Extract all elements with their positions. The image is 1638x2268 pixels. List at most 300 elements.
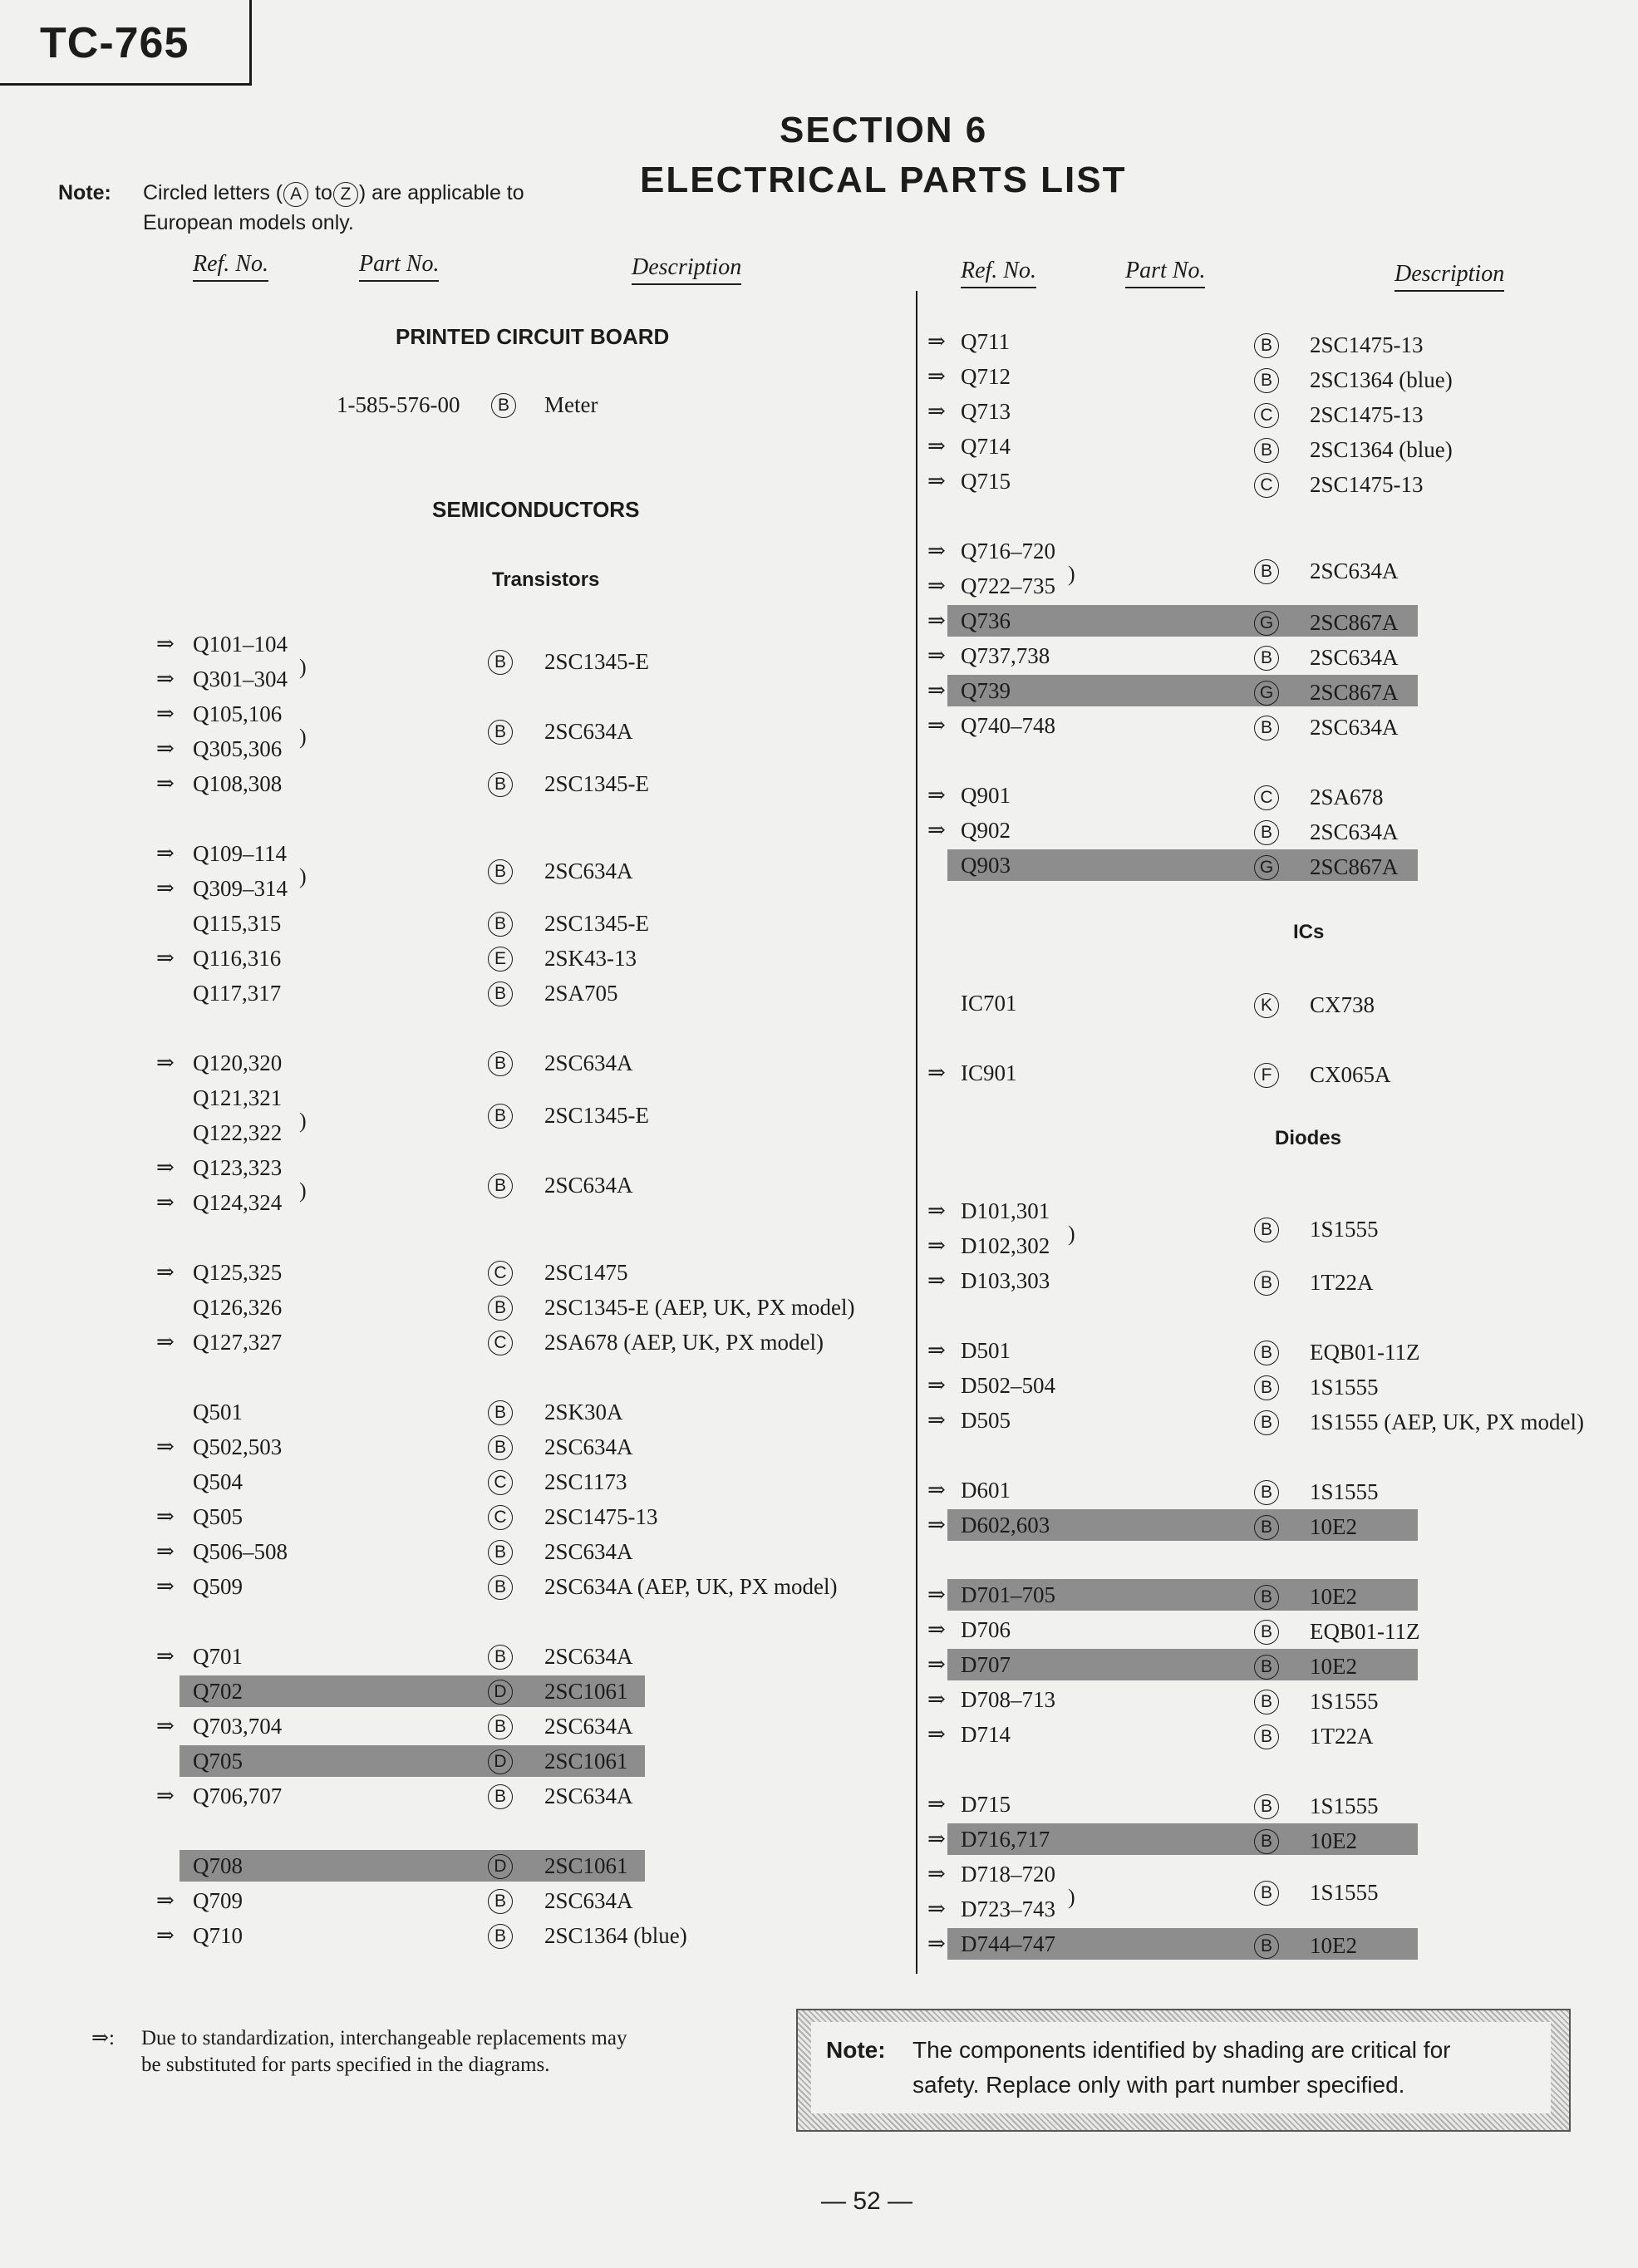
code-letter: B <box>488 859 513 884</box>
code-letter: B <box>488 1784 513 1809</box>
ref-number: D708–713 <box>961 1687 1055 1712</box>
part-description: CX738 <box>1310 992 1375 1017</box>
arrow-icon: ⇒ <box>927 1617 946 1641</box>
ref-number: Q301–304 <box>193 667 288 691</box>
arrow-icon: ⇒ <box>156 1190 175 1214</box>
arrow-icon: ⇒ <box>927 783 946 807</box>
arrow-icon: ⇒ <box>927 643 946 667</box>
code-circle <box>485 857 515 885</box>
safety-note-line1: The components identified by shading are critical for <box>912 2037 1451 2063</box>
ref-number: D601 <box>961 1478 1011 1503</box>
code-circle <box>485 1101 515 1129</box>
code-circle <box>1252 1268 1281 1296</box>
model-label: TC-765 <box>40 19 189 67</box>
brace-icon: ) <box>1068 1222 1075 1246</box>
arrow-icon: ⇒ <box>156 1574 175 1598</box>
code-letter: B <box>488 981 513 1006</box>
ref-number: D718–720 <box>961 1862 1055 1887</box>
ref-number: D505 <box>961 1408 1011 1433</box>
code-letter: K <box>1254 993 1279 1018</box>
part-description: 1S1555 (AEP, UK, PX model) <box>1310 1410 1585 1434</box>
part-description: 1S1555 <box>1310 1793 1379 1818</box>
arrow-icon: ⇒ <box>156 1644 175 1668</box>
arrow-icon: ⇒ <box>156 771 175 795</box>
part-description: 10E2 <box>1310 1828 1357 1853</box>
code-letter: B <box>488 1435 513 1460</box>
safety-note-label: Note: <box>826 2037 886 2063</box>
code-letter: B <box>1254 1829 1279 1854</box>
code-letter: B <box>488 1400 513 1425</box>
arrow-icon: ⇒ <box>156 1260 175 1284</box>
part-description: EQB01-11Z <box>1310 1340 1420 1365</box>
arrow-icon: ⇒ <box>927 364 946 388</box>
arrow-icon: ⇒ <box>156 1155 175 1179</box>
part-description: 2SC634A <box>544 1050 633 1075</box>
arrow-icon: ⇒ <box>927 329 946 353</box>
ref-number: Q505 <box>193 1504 243 1529</box>
ref-number: Q509 <box>193 1574 243 1599</box>
ref-number: Q739 <box>961 678 1011 703</box>
part-description: 2SC1364 (blue) <box>544 1923 687 1948</box>
safety-note-line2: safety. Replace only with part number specified. <box>912 2072 1405 2098</box>
subsection-transistors: Transistors <box>492 568 600 591</box>
code-circle <box>485 1503 515 1531</box>
arrow-icon: ⇒ <box>156 1050 175 1075</box>
top-note-line1 <box>143 178 524 208</box>
code-circle <box>1252 1060 1281 1089</box>
footnote-symbol: ⇒: <box>91 2027 115 2049</box>
code-circle <box>1252 1338 1281 1366</box>
code-circle <box>1252 470 1281 499</box>
ref-number: D714 <box>961 1722 1011 1747</box>
code-circle <box>1252 608 1281 637</box>
code-circle <box>1252 853 1281 881</box>
arrow-icon: ⇒ <box>927 1687 946 1711</box>
ref-number: D716,717 <box>961 1827 1050 1852</box>
part-description: 2SC1061 <box>544 1679 628 1704</box>
top-note-suffix: ) are applicable to <box>358 181 524 204</box>
part-description: 2SC634A <box>1310 819 1399 844</box>
arrow-icon: ⇒ <box>156 632 175 656</box>
ref-number: Q708 <box>193 1853 243 1878</box>
code-letter: C <box>1254 403 1279 428</box>
code-circle <box>485 1677 515 1705</box>
ref-number: Q901 <box>961 783 1011 808</box>
brace-icon: ) <box>299 725 307 749</box>
arrow-icon: ⇒ <box>927 1478 946 1502</box>
code-letter: B <box>488 1645 513 1670</box>
ref-number: Q502,503 <box>193 1434 283 1459</box>
ref-number: Q702 <box>193 1679 243 1704</box>
code-circle <box>1252 1792 1281 1820</box>
pcb-code-circle <box>489 391 519 419</box>
arrow-icon: ⇒ <box>156 667 175 691</box>
code-letter: B <box>1254 820 1279 845</box>
code-letter: B <box>1254 1724 1279 1749</box>
code-circle <box>485 1398 515 1426</box>
ref-number: Q127,327 <box>193 1330 283 1355</box>
code-circle <box>485 1328 515 1356</box>
footnote-line2: be substituted for parts specified in the diagrams. <box>141 2054 550 2076</box>
ref-number: Q123,323 <box>193 1155 283 1180</box>
section-pcb: PRINTED CIRCUIT BOARD <box>396 324 670 349</box>
code-circle <box>485 1852 515 1880</box>
code-letter: B <box>1254 1341 1279 1365</box>
header-ref-right: Ref. No. <box>961 258 1036 288</box>
part-description: 2SC634A <box>544 1539 633 1564</box>
code-circle <box>485 1712 515 1740</box>
ref-number: Q701 <box>193 1644 243 1669</box>
code-letter: G <box>1254 855 1279 880</box>
code-letter: B <box>488 650 513 675</box>
part-description: 2SC1345-E <box>544 911 650 936</box>
arrow-icon: ⇒ <box>927 1582 946 1606</box>
part-description: 10E2 <box>1310 1654 1357 1679</box>
part-description: 2SC1475-13 <box>544 1504 658 1529</box>
code-circle <box>1252 1478 1281 1506</box>
code-circle <box>485 1747 515 1775</box>
code-letter: B <box>1254 438 1279 463</box>
code-circle <box>1252 331 1281 359</box>
arrow-icon: ⇒ <box>156 876 175 900</box>
header-ref-left: Ref. No. <box>193 251 268 282</box>
code-circle <box>485 1433 515 1461</box>
code-circle <box>1252 1215 1281 1243</box>
code-circle <box>1252 991 1281 1019</box>
ref-number: Q713 <box>961 399 1011 424</box>
part-description: 2SC867A <box>1310 854 1399 879</box>
code-circle <box>1252 1722 1281 1750</box>
arrow-icon: ⇒ <box>156 701 175 726</box>
code-letter: B <box>1254 1271 1279 1296</box>
footnote-line1: Due to standardization, interchangeable replacements may <box>141 2027 627 2049</box>
ref-number: Q705 <box>193 1749 243 1774</box>
arrow-icon: ⇒ <box>927 1060 946 1085</box>
arrow-icon: ⇒ <box>156 1539 175 1563</box>
arrow-icon: ⇒ <box>927 539 946 563</box>
code-circle <box>1252 557 1281 585</box>
ref-number: Q501 <box>193 1400 243 1424</box>
header-part-right: Part No. <box>1125 258 1205 288</box>
code-circle <box>1252 783 1281 811</box>
arrow-icon: ⇒ <box>927 1827 946 1851</box>
brace-icon: ) <box>1068 562 1075 586</box>
ref-number: Q120,320 <box>193 1050 283 1075</box>
ref-number: Q737,738 <box>961 643 1050 668</box>
part-description: 2SC1475-13 <box>1310 402 1424 427</box>
part-description: 2SC634A <box>1310 645 1399 670</box>
code-circle <box>485 647 515 676</box>
part-description: 2SC634A <box>544 858 633 883</box>
pcb-part-number: 1-585-576-00 <box>337 392 460 417</box>
code-circle <box>485 1782 515 1810</box>
code-circle <box>1252 1931 1281 1960</box>
ref-number: Q305,306 <box>193 736 283 761</box>
code-letter: B <box>1254 646 1279 671</box>
code-letter: B <box>1254 1375 1279 1400</box>
code-circle <box>1252 1582 1281 1611</box>
part-description: CX065A <box>1310 1062 1391 1087</box>
brace-icon: ) <box>1068 1885 1075 1909</box>
ref-number: Q105,106 <box>193 701 283 726</box>
part-description: 2SC1061 <box>544 1749 628 1774</box>
ref-number: Q703,704 <box>193 1714 283 1739</box>
arrow-icon: ⇒ <box>156 1923 175 1947</box>
code-circle <box>1252 1513 1281 1541</box>
ref-number: Q740–748 <box>961 713 1055 738</box>
pcb-description: Meter <box>544 392 598 417</box>
code-letter: B <box>488 1540 513 1565</box>
part-description: 2SC634A <box>1310 715 1399 740</box>
arrow-icon: ⇒ <box>927 678 946 702</box>
ref-number: Q711 <box>961 329 1010 354</box>
part-description: 2SC634A <box>544 1783 633 1808</box>
code-circle <box>1252 678 1281 706</box>
code-letter: C <box>488 1470 513 1495</box>
arrow-icon: ⇒ <box>927 1792 946 1816</box>
code-letter: B <box>1254 1794 1279 1819</box>
ref-number: Q714 <box>961 434 1011 459</box>
part-description: 2SC1345-E (AEP, UK, PX model) <box>544 1295 855 1320</box>
part-description: 2SC1364 (blue) <box>1310 367 1453 392</box>
code-circle <box>485 1171 515 1199</box>
part-description: 10E2 <box>1310 1584 1357 1609</box>
ref-number: Q506–508 <box>193 1539 288 1564</box>
code-circle <box>1252 1878 1281 1906</box>
part-description: 1T22A <box>1310 1270 1374 1295</box>
part-description: 2SA705 <box>544 981 618 1006</box>
part-description: 1S1555 <box>1310 1880 1379 1905</box>
code-letter: B <box>1254 1585 1279 1610</box>
part-description: 2SC634A <box>544 1888 633 1913</box>
code-letter: B <box>1254 1655 1279 1680</box>
code-letter: B <box>488 1296 513 1321</box>
code-letter: B <box>1254 1934 1279 1959</box>
brace-icon: ) <box>299 1109 307 1133</box>
code-circle <box>1252 818 1281 846</box>
code-letter: B <box>1254 1620 1279 1645</box>
code-circle <box>485 717 515 745</box>
arrow-icon: ⇒ <box>927 1652 946 1676</box>
part-description: 2SC634A <box>1310 558 1399 583</box>
header-desc-right: Description <box>1395 261 1504 292</box>
arrow-icon: ⇒ <box>927 1897 946 1921</box>
arrow-icon: ⇒ <box>927 1862 946 1886</box>
part-description: 2SC634A <box>544 719 633 744</box>
ref-number: Q709 <box>193 1888 243 1913</box>
arrow-icon: ⇒ <box>156 1888 175 1912</box>
code-letter: C <box>488 1505 513 1530</box>
arrow-icon: ⇒ <box>927 713 946 737</box>
code-letter: B <box>488 772 513 797</box>
arrow-icon: ⇒ <box>156 1504 175 1528</box>
code-circle <box>1252 435 1281 464</box>
code-letter: D <box>488 1854 513 1879</box>
code-letter: B <box>1254 1410 1279 1435</box>
part-description: 2SC1475-13 <box>1310 472 1424 497</box>
code-letter: B <box>1254 1218 1279 1242</box>
ref-number: D501 <box>961 1338 1011 1363</box>
pcb-code-letter: B <box>491 393 516 418</box>
code-letter: F <box>1254 1063 1279 1088</box>
code-circle <box>1252 401 1281 429</box>
ref-number: Q121,321 <box>193 1085 283 1110</box>
part-description: 2SK43-13 <box>544 946 637 971</box>
code-circle <box>485 1049 515 1077</box>
code-circle <box>1252 366 1281 394</box>
ref-number: Q706,707 <box>193 1783 283 1808</box>
code-letter: B <box>488 912 513 937</box>
code-circle <box>485 1258 515 1287</box>
code-letter: B <box>1254 1480 1279 1505</box>
code-letter: G <box>1254 681 1279 706</box>
header-desc-left: Description <box>632 254 741 285</box>
arrow-icon: ⇒ <box>927 573 946 598</box>
ref-number: D103,303 <box>961 1268 1050 1293</box>
ref-number: Q116,316 <box>193 946 282 971</box>
ref-number: D101,301 <box>961 1198 1050 1223</box>
arrow-icon: ⇒ <box>927 1338 946 1362</box>
code-letter: B <box>488 1051 513 1076</box>
code-letter: D <box>488 1680 513 1705</box>
part-description: 1S1555 <box>1310 1689 1379 1714</box>
ref-number: Q101–104 <box>193 632 288 657</box>
part-description: EQB01-11Z <box>1310 1619 1420 1644</box>
code-circle <box>1252 1617 1281 1646</box>
arrow-icon: ⇒ <box>927 1268 946 1292</box>
arrow-icon: ⇒ <box>156 946 175 970</box>
code-circle <box>1252 1408 1281 1436</box>
code-letter: B <box>488 1889 513 1914</box>
ref-number: IC901 <box>961 1060 1017 1085</box>
part-description: 2SA678 (AEP, UK, PX model) <box>544 1330 824 1355</box>
part-description: 1T22A <box>1310 1724 1374 1749</box>
ref-number: Q716–720 <box>961 539 1055 563</box>
code-circle <box>485 1468 515 1496</box>
ref-number: Q124,324 <box>193 1190 283 1215</box>
part-description: 2SC1345-E <box>544 1103 650 1128</box>
code-circle <box>485 1921 515 1950</box>
part-description: 2SC1173 <box>544 1469 627 1494</box>
ref-number: D744–747 <box>961 1931 1055 1956</box>
code-circle <box>485 1293 515 1321</box>
code-circle <box>485 1642 515 1670</box>
arrow-icon: ⇒ <box>156 1434 175 1459</box>
arrow-icon: ⇒ <box>156 736 175 760</box>
code-circle <box>1252 1687 1281 1715</box>
arrow-icon: ⇒ <box>927 1931 946 1956</box>
code-letter: B <box>488 1575 513 1600</box>
part-description: 10E2 <box>1310 1933 1357 1958</box>
ref-number: D701–705 <box>961 1582 1055 1607</box>
code-circle <box>1252 1373 1281 1401</box>
code-circle <box>1252 713 1281 741</box>
arrow-icon: ⇒ <box>927 1722 946 1746</box>
ref-number: Q903 <box>961 853 1011 878</box>
code-circle <box>1252 1652 1281 1680</box>
arrow-icon: ⇒ <box>927 608 946 632</box>
code-letter: B <box>1254 1515 1279 1540</box>
ref-number: Q736 <box>961 608 1011 633</box>
top-note-prefix: Circled letters ( <box>143 181 283 204</box>
code-circle <box>332 181 359 207</box>
ref-number: IC701 <box>961 991 1017 1016</box>
part-description: 2SC634A <box>544 1644 633 1669</box>
part-description: 2SC1345-E <box>544 771 650 796</box>
ref-number: Q715 <box>961 469 1011 494</box>
code-circle <box>485 1887 515 1915</box>
subsection-diodes: Diodes <box>1275 1127 1342 1149</box>
code-letter: C <box>488 1331 513 1355</box>
part-description: 10E2 <box>1310 1514 1357 1539</box>
ref-number: D102,302 <box>961 1233 1050 1258</box>
ref-number: D707 <box>961 1652 1011 1677</box>
code-circle <box>485 1572 515 1601</box>
arrow-icon: ⇒ <box>927 818 946 842</box>
code-letter: D <box>488 1749 513 1774</box>
top-note-line2: European models only. <box>143 211 354 234</box>
part-description: 2SC634A <box>544 1173 633 1198</box>
arrow-icon: ⇒ <box>927 1513 946 1537</box>
ref-number: Q504 <box>193 1469 243 1494</box>
part-description: 2SC1345-E <box>544 649 650 674</box>
arrow-icon: ⇒ <box>156 841 175 865</box>
part-description: 2SC1061 <box>544 1853 628 1878</box>
code-letter: C <box>488 1261 513 1286</box>
part-description: 2SC634A <box>544 1434 633 1459</box>
section-number: SECTION 6 <box>780 110 988 150</box>
code-circle <box>283 181 309 207</box>
arrow-icon: ⇒ <box>927 434 946 458</box>
ref-number: Q126,326 <box>193 1295 283 1320</box>
part-description: 2SC634A <box>544 1714 633 1739</box>
part-description: 2SC1475 <box>544 1260 628 1285</box>
part-description: 2SA678 <box>1310 785 1384 809</box>
code-circle <box>485 944 515 972</box>
ref-number: D723–743 <box>961 1897 1055 1921</box>
ref-number: Q710 <box>193 1923 243 1948</box>
arrow-icon: ⇒ <box>927 469 946 493</box>
code-letter: B <box>1254 716 1279 740</box>
top-note-to: to <box>315 181 332 204</box>
brace-icon: ) <box>299 864 307 888</box>
subsection-ics: ICs <box>1293 921 1325 943</box>
code-letter: C <box>1254 473 1279 498</box>
code-letter: B <box>1254 1881 1279 1906</box>
code-letter: B <box>488 1715 513 1739</box>
ref-number: D602,603 <box>961 1513 1050 1537</box>
ref-number: D706 <box>961 1617 1011 1642</box>
part-description: 2SC1475-13 <box>1310 332 1424 357</box>
part-description: 2SC867A <box>1310 680 1399 705</box>
part-description: 2SK30A <box>544 1400 623 1424</box>
top-note-label: Note: <box>58 181 111 204</box>
ref-number: Q109–114 <box>193 841 287 866</box>
code-letter: B <box>1254 559 1279 584</box>
brace-icon: ) <box>299 1178 307 1203</box>
column-divider <box>916 291 917 1974</box>
section-semiconductors: SEMICONDUCTORS <box>432 497 640 522</box>
page-number: — 52 — <box>821 2187 913 2215</box>
code-letter: B <box>1254 1690 1279 1715</box>
code-letter: C <box>1254 785 1279 810</box>
brace-icon: ) <box>299 655 307 679</box>
code-letter: B <box>488 1924 513 1949</box>
arrow-icon: ⇒ <box>156 1330 175 1354</box>
arrow-icon: ⇒ <box>927 1373 946 1397</box>
arrow-icon: ⇒ <box>927 1408 946 1432</box>
code-letter: B <box>488 1173 513 1198</box>
